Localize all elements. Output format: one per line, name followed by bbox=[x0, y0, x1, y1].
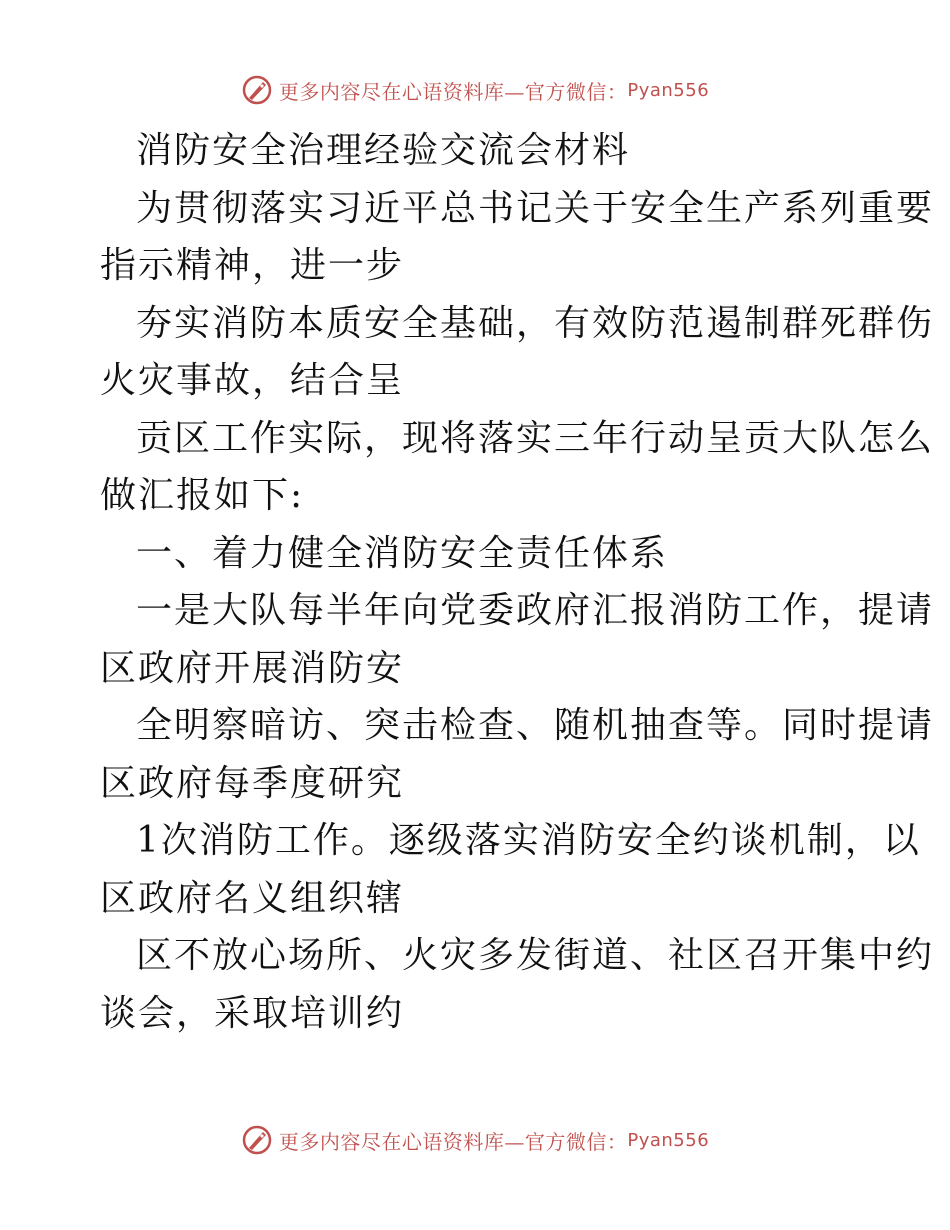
body-line: 区政府名义组织辖 bbox=[100, 877, 405, 919]
body-line: 火灾事故，结合呈 bbox=[100, 360, 405, 401]
watermark-contact: Pyan556 bbox=[627, 1129, 710, 1151]
body-line: 一是大队每半年向党委政府汇报消防工作，提请 bbox=[136, 590, 935, 631]
body-line: 谈会，采取培训约 bbox=[100, 992, 405, 1034]
watermark-text: 更多内容尽在心语资料库—官方微信： bbox=[278, 1129, 628, 1154]
body-line: 夯实消防本质安全基础，有效防范遏制群死群伤 bbox=[136, 302, 935, 344]
watermark-contact: Pyan556 bbox=[627, 79, 710, 101]
pen-logo-icon bbox=[241, 1124, 273, 1156]
body-line: 做汇报如下: bbox=[100, 475, 305, 516]
watermark-text: 更多内容尽在心语资料库—官方微信： bbox=[278, 79, 628, 104]
footer-watermark bbox=[0, 1120, 950, 1160]
section-heading: 一、着力健全消防安全责任体系 bbox=[136, 532, 669, 574]
document-body bbox=[100, 122, 935, 1042]
body-line: 区政府开展消防安 bbox=[100, 647, 405, 689]
body-line: 指示精神，进一步 bbox=[100, 245, 405, 286]
body-line: 区不放心场所、火灾多发街道、社区召开集中约 bbox=[136, 935, 935, 976]
body-line: 全明察暗访、突击检查、随机抽查等。同时提请 bbox=[136, 705, 935, 746]
body-line: 区政府每季度研究 bbox=[100, 762, 405, 804]
body-line: 贡区工作实际，现将落实三年行动呈贡大队怎么 bbox=[136, 417, 935, 459]
header-watermark bbox=[0, 70, 950, 110]
pen-logo-icon bbox=[241, 74, 273, 106]
document-title: 消防安全治理经验交流会材料 bbox=[136, 130, 631, 171]
body-line: 1次消防工作。逐级落实消防安全约谈机制，以 bbox=[136, 820, 921, 861]
body-line: 为贯彻落实习近平总书记关于安全生产系列重要 bbox=[136, 187, 935, 229]
